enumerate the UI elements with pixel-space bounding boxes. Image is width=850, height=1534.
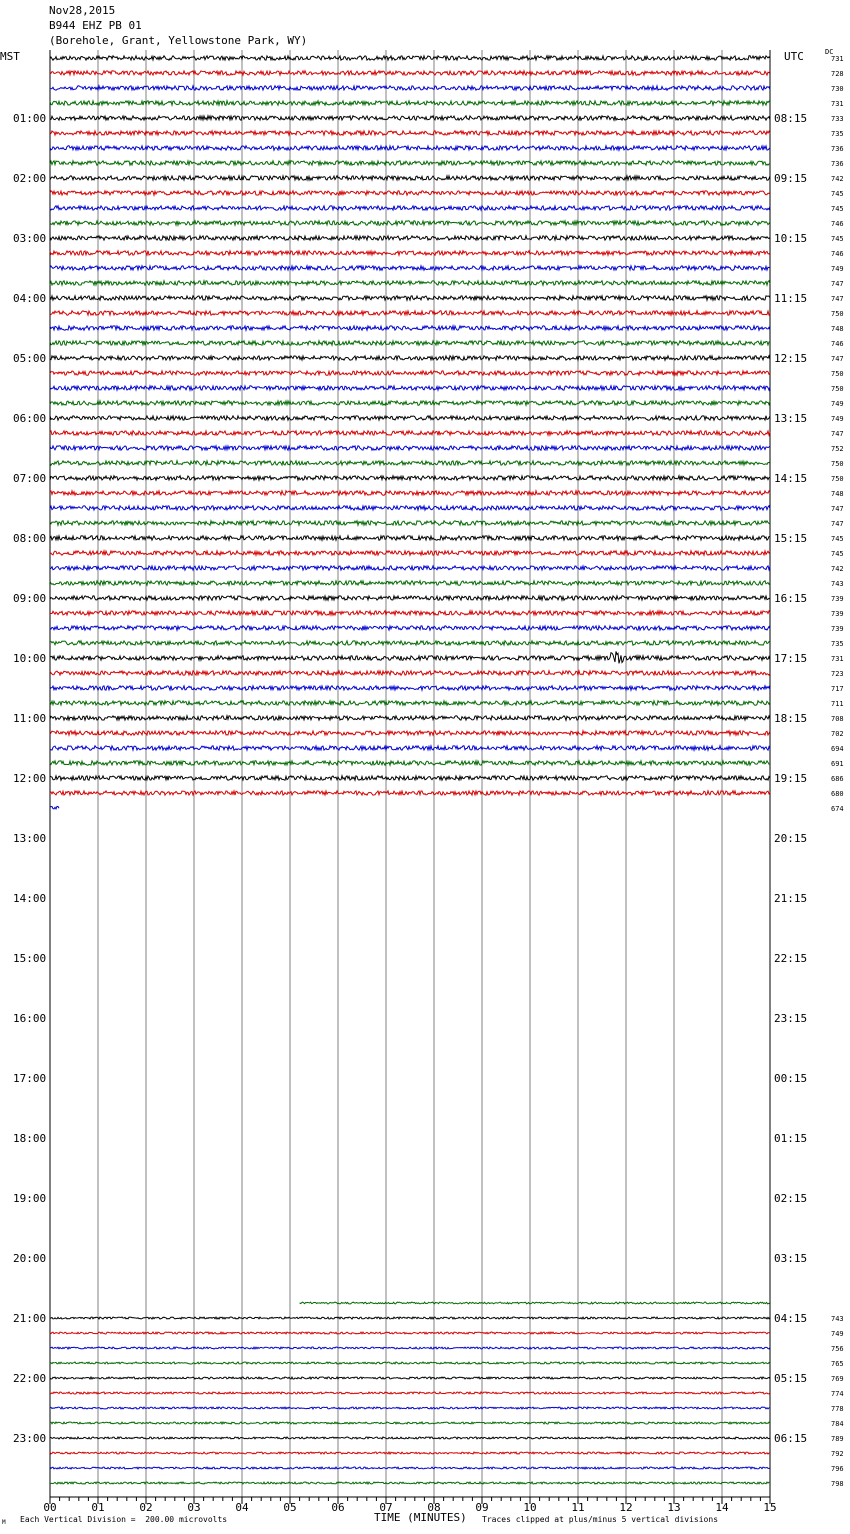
trace-row <box>50 1422 770 1424</box>
dc-offset-label: 746 <box>831 250 844 258</box>
trace-row <box>50 326 770 330</box>
right-hour-label: 01:15 <box>774 1132 808 1145</box>
trace-row <box>50 626 770 630</box>
right-hour-label: 11:15 <box>774 292 808 305</box>
trace-row <box>50 776 770 780</box>
left-hour-label: 23:00 <box>13 1432 47 1445</box>
left-hour-label: 03:00 <box>13 232 47 245</box>
left-hour-label: 07:00 <box>13 472 47 485</box>
trace-row <box>50 671 770 675</box>
x-tick-label: 02 <box>139 1501 153 1514</box>
dc-offset-label: 731 <box>831 655 844 663</box>
trace-row <box>50 1407 770 1409</box>
dc-offset-header: DC <box>825 48 834 56</box>
right-hour-label: 12:15 <box>774 352 808 365</box>
dc-offset-label: 742 <box>831 175 844 183</box>
trace-row <box>50 746 770 750</box>
dc-offset-label: 735 <box>831 130 844 138</box>
trace-row <box>50 101 770 105</box>
left-hour-label: 04:00 <box>13 292 47 305</box>
dc-offset-label: 769 <box>831 1375 844 1383</box>
trace-row <box>50 611 770 615</box>
dc-offset-label: 739 <box>831 625 844 633</box>
trace-row <box>50 641 770 645</box>
dc-offset-label: 733 <box>831 115 844 123</box>
x-tick-label: 04 <box>235 1501 249 1514</box>
dc-offset-label: 730 <box>831 85 844 93</box>
right-hour-label: 10:15 <box>774 232 808 245</box>
dc-offset-label: 743 <box>831 580 844 588</box>
trace-row <box>50 416 770 420</box>
dc-offset-label: 742 <box>831 565 844 573</box>
right-timezone-label: UTC <box>784 50 804 63</box>
x-tick-label: 15 <box>763 1501 777 1514</box>
x-tick-label: 07 <box>379 1501 393 1514</box>
left-hour-label: 09:00 <box>13 592 47 605</box>
left-hour-label: 13:00 <box>13 832 47 845</box>
trace-row <box>50 1452 770 1454</box>
left-hour-label: 15:00 <box>13 952 47 965</box>
trace-row <box>50 551 770 555</box>
left-hour-label: 20:00 <box>13 1252 47 1265</box>
trace-row <box>50 651 770 663</box>
dc-offset-label: 749 <box>831 265 844 273</box>
trace-row <box>50 296 770 300</box>
right-hour-label: 21:15 <box>774 892 808 905</box>
trace-row <box>50 206 770 210</box>
dc-offset-label: 765 <box>831 1360 844 1368</box>
trace-row <box>50 191 770 195</box>
header-station: B944 EHZ PB 01 <box>49 19 142 32</box>
left-hour-label: 10:00 <box>13 652 47 665</box>
dc-offset-label: 745 <box>831 190 844 198</box>
trace-row <box>50 251 770 255</box>
trace-row <box>50 701 770 705</box>
trace-row <box>50 431 770 435</box>
trace-row <box>50 266 770 270</box>
dc-offset-label: 731 <box>831 55 844 63</box>
dc-offset-label: 796 <box>831 1465 844 1473</box>
trace-row <box>50 581 770 585</box>
left-hour-label: 11:00 <box>13 712 47 725</box>
left-hour-label: 16:00 <box>13 1012 47 1025</box>
left-hour-label: 06:00 <box>13 412 47 425</box>
trace-row <box>50 761 770 765</box>
dc-offset-label: 749 <box>831 400 844 408</box>
left-hour-label: 22:00 <box>13 1372 47 1385</box>
trace-row <box>50 491 770 495</box>
trace-row <box>50 716 770 720</box>
trace-row <box>50 686 770 690</box>
dc-offset-label: 694 <box>831 745 844 753</box>
left-hour-label: 02:00 <box>13 172 47 185</box>
trace-row <box>50 131 770 135</box>
left-hour-label: 17:00 <box>13 1072 47 1085</box>
x-axis-label: TIME (MINUTES) <box>374 1511 467 1524</box>
dc-offset-label: 746 <box>831 340 844 348</box>
clip-note: Traces clipped at plus/minus 5 vertical divisions <box>482 1515 719 1524</box>
trace-row <box>50 731 770 735</box>
right-hour-label: 00:15 <box>774 1072 808 1085</box>
dc-offset-label: 792 <box>831 1450 844 1458</box>
left-hour-label: 19:00 <box>13 1192 47 1205</box>
dc-offset-label: 784 <box>831 1420 844 1428</box>
right-hour-label: 18:15 <box>774 712 808 725</box>
dc-offset-label: 736 <box>831 145 844 153</box>
right-hour-label: 22:15 <box>774 952 808 965</box>
dc-offset-label: 728 <box>831 70 844 78</box>
trace-row <box>50 176 770 180</box>
trace-row <box>50 521 770 525</box>
dc-offset-label: 748 <box>831 325 844 333</box>
dc-offset-label: 736 <box>831 160 844 168</box>
dc-offset-label: 735 <box>831 640 844 648</box>
trace-row <box>50 236 770 240</box>
dc-offset-label: 750 <box>831 385 844 393</box>
left-timezone-label: MST <box>0 50 20 63</box>
trace-row <box>50 56 770 60</box>
right-hour-label: 17:15 <box>774 652 808 665</box>
x-tick-label: 14 <box>715 1501 729 1514</box>
dc-offset-label: 745 <box>831 235 844 243</box>
dc-offset-label: 686 <box>831 775 844 783</box>
dc-offset-label: 750 <box>831 370 844 378</box>
dc-offset-label: 747 <box>831 280 844 288</box>
x-tick-label: 08 <box>427 1501 441 1514</box>
left-hour-label: 21:00 <box>13 1312 47 1325</box>
right-hour-label: 08:15 <box>774 112 808 125</box>
dc-offset-label: 747 <box>831 355 844 363</box>
right-hour-label: 14:15 <box>774 472 808 485</box>
trace-row <box>50 791 770 795</box>
dc-offset-label: 731 <box>831 100 844 108</box>
x-tick-label: 12 <box>619 1501 633 1514</box>
dc-offset-label: 745 <box>831 535 844 543</box>
right-hour-label: 06:15 <box>774 1432 808 1445</box>
dc-offset-label: 750 <box>831 475 844 483</box>
right-hour-label: 19:15 <box>774 772 808 785</box>
right-hour-label: 13:15 <box>774 412 808 425</box>
x-tick-label: 05 <box>283 1501 297 1514</box>
dc-offset-label: 789 <box>831 1435 844 1443</box>
right-hour-label: 02:15 <box>774 1192 808 1205</box>
trace-row <box>50 806 59 809</box>
right-hour-label: 16:15 <box>774 592 808 605</box>
dc-offset-label: 717 <box>831 685 844 693</box>
trace-row <box>50 116 770 120</box>
dc-offset-label: 756 <box>831 1345 844 1353</box>
x-tick-label: 06 <box>331 1501 345 1514</box>
left-hour-label: 12:00 <box>13 772 47 785</box>
right-hour-label: 23:15 <box>774 1012 808 1025</box>
dc-offset-label: 798 <box>831 1480 844 1488</box>
dc-offset-label: 778 <box>831 1405 844 1413</box>
dc-offset-label: 680 <box>831 790 844 798</box>
dc-offset-label: 739 <box>831 595 844 603</box>
scale-note: Each Vertical Division = 200.00 microvolts <box>20 1515 228 1524</box>
dc-offset-label: 691 <box>831 760 844 768</box>
left-hour-label: 14:00 <box>13 892 47 905</box>
x-tick-label: 00 <box>43 1501 57 1514</box>
right-hour-label: 20:15 <box>774 832 808 845</box>
trace-row <box>50 596 770 600</box>
dc-offset-label: 723 <box>831 670 844 678</box>
x-tick-label: 09 <box>475 1501 489 1514</box>
dc-offset-label: 752 <box>831 445 844 453</box>
header-date: Nov28,2015 <box>49 4 116 17</box>
trace-row <box>50 446 770 450</box>
trace-row <box>50 536 770 540</box>
trace-row <box>50 1317 770 1319</box>
dc-offset-label: 749 <box>831 415 844 423</box>
dc-offset-label: 743 <box>831 1315 844 1323</box>
trace-row <box>50 461 770 465</box>
trace-row <box>50 401 770 405</box>
trace-row <box>50 341 770 345</box>
trace-row <box>50 566 770 570</box>
dc-offset-label: 750 <box>831 460 844 468</box>
dc-offset-label: 774 <box>831 1390 844 1398</box>
trace-row <box>50 1377 770 1379</box>
dc-offset-label: 674 <box>831 805 844 813</box>
trace-row <box>50 371 770 375</box>
trace-row <box>50 1362 770 1364</box>
right-hour-label: 15:15 <box>774 532 808 545</box>
dc-offset-label: 747 <box>831 520 844 528</box>
x-tick-label: 03 <box>187 1501 201 1514</box>
trace-row <box>50 1392 770 1394</box>
trace-row <box>50 71 770 75</box>
x-tick-label: 01 <box>91 1501 105 1514</box>
trace-row <box>50 386 770 390</box>
dc-offset-label: 708 <box>831 715 844 723</box>
corner-mark: M <box>2 1519 6 1526</box>
dc-offset-label: 745 <box>831 205 844 213</box>
dc-offset-label: 746 <box>831 220 844 228</box>
dc-offset-label: 748 <box>831 490 844 498</box>
dc-offset-label: 747 <box>831 505 844 513</box>
trace-row <box>50 146 770 150</box>
dc-offset-label: 750 <box>831 310 844 318</box>
trace-row <box>50 1347 770 1349</box>
right-hour-label: 09:15 <box>774 172 808 185</box>
right-hour-label: 03:15 <box>774 1252 808 1265</box>
dc-offset-label: 749 <box>831 1330 844 1338</box>
trace-row <box>50 476 770 480</box>
dc-offset-label: 702 <box>831 730 844 738</box>
trace-row <box>50 1467 770 1469</box>
x-tick-label: 13 <box>667 1501 681 1514</box>
trace-row <box>50 161 770 165</box>
x-tick-label: 11 <box>571 1501 585 1514</box>
left-hour-label: 01:00 <box>13 112 47 125</box>
header-location: (Borehole, Grant, Yellowstone Park, WY) <box>49 34 308 47</box>
trace-row <box>50 506 770 510</box>
left-hour-label: 08:00 <box>13 532 47 545</box>
right-hour-label: 05:15 <box>774 1372 808 1385</box>
trace-row <box>50 1482 770 1484</box>
dc-offset-label: 747 <box>831 295 844 303</box>
left-hour-label: 18:00 <box>13 1132 47 1145</box>
right-hour-label: 04:15 <box>774 1312 808 1325</box>
trace-row <box>50 1332 770 1334</box>
x-tick-label: 10 <box>523 1501 537 1514</box>
trace-row <box>50 86 770 90</box>
dc-offset-label: 745 <box>831 550 844 558</box>
trace-row <box>50 1437 770 1439</box>
trace-row <box>50 356 770 360</box>
dc-offset-label: 739 <box>831 610 844 618</box>
trace-row <box>50 311 770 315</box>
left-hour-label: 05:00 <box>13 352 47 365</box>
trace-row <box>50 221 770 225</box>
dc-offset-label: 747 <box>831 430 844 438</box>
trace-row <box>50 281 770 285</box>
dc-offset-label: 711 <box>831 700 844 708</box>
trace-row <box>300 1302 770 1304</box>
